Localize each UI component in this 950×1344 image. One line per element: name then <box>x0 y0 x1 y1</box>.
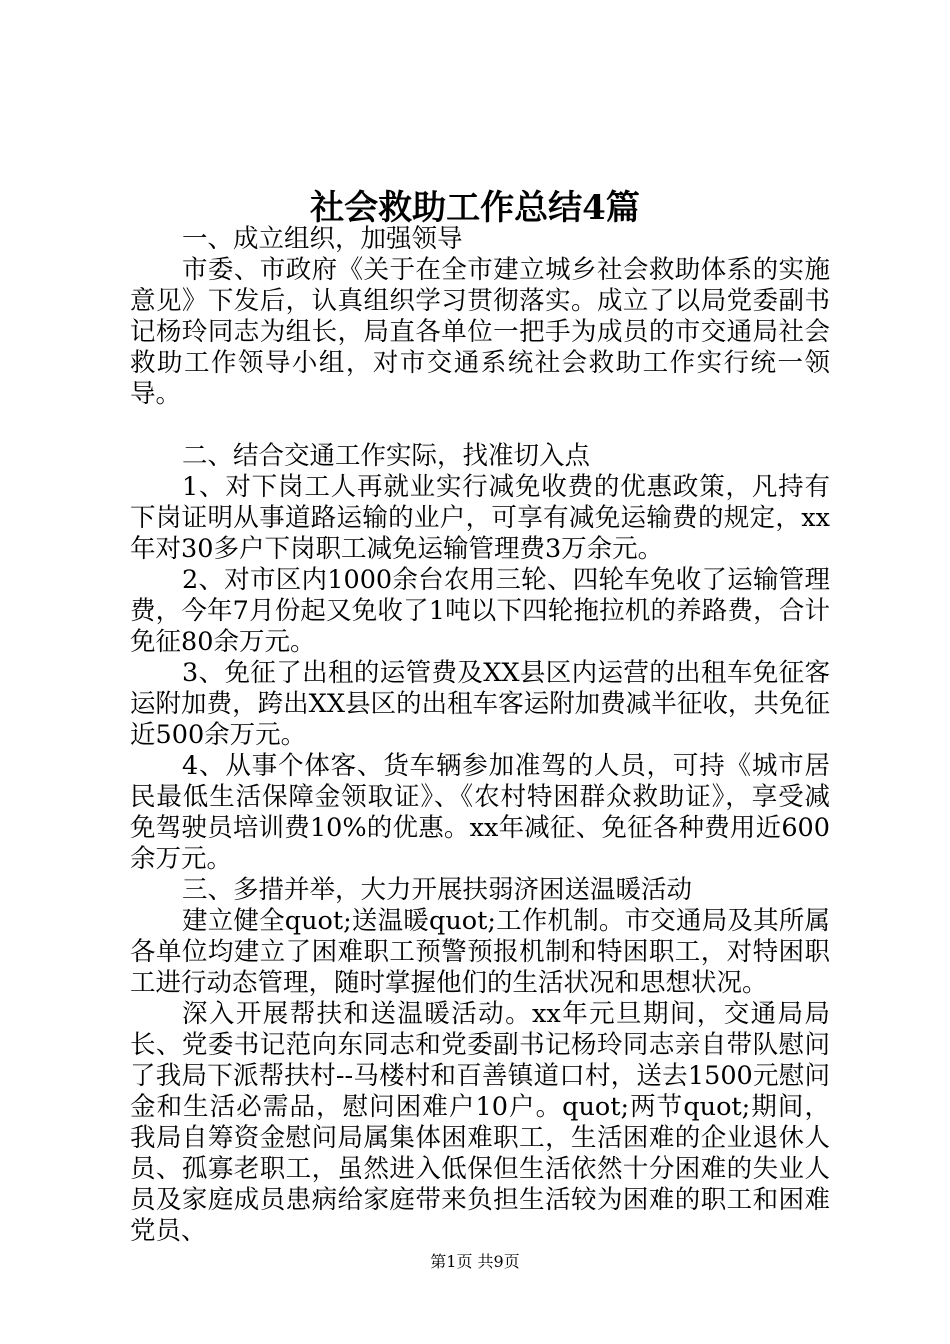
body-paragraph: 2、对市区内1000余台农用三轮、四轮车免收了运输管理费，今年7月份起又免收了1吨以下四轮拖拉机的养路费，合计免征80余万元。 <box>130 565 830 657</box>
document-title: 社会救助工作总结4篇 <box>310 188 640 228</box>
body-paragraph: 市委、市政府《关于在全市建立城乡社会救助体系的实施意见》下发后，认真组织学习贯彻落实。成立了以局党委副书记杨玲同志为组长，局直各单位一把手为成员的市交通局社会救助工作领导小组，对市交通系统社会救助工作实行统一领导。 <box>130 255 830 409</box>
section-heading-3: 三、多措并举，大力开展扶弱济困送温暖活动 <box>182 875 693 905</box>
body-paragraph: 建立健全quot;送温暖quot;工作机制。市交通局及其所属各单位均建立了困难职工预警预报机制和特困职工，对特困职工进行动态管理，随时掌握他们的生活状况和思想状况。 <box>130 906 830 998</box>
section-heading-1: 一、成立组织，加强领导 <box>182 224 463 254</box>
body-paragraph: 1、对下岗工人再就业实行减免收费的优惠政策，凡持有下岗证明从事道路运输的业户，可享有减免运输费的规定，xx年对30多户下岗职工减免运输管理费3万余元。 <box>130 472 830 564</box>
document-body <box>130 224 830 1247</box>
paragraph-gap <box>130 410 830 441</box>
body-paragraph: 3、免征了出租的运管费及XX县区内运营的出租车免征客运附加费，跨出XX县区的出租车客运附加费减半征收，共免征近500余万元。 <box>130 658 830 750</box>
body-paragraph: 深入开展帮扶和送温暖活动。xx年元旦期间，交通局局长、党委书记范向东同志和党委副书记杨玲同志亲自带队慰问了我局下派帮扶村--马楼村和百善镇道口村，送去1500元慰问金和生活必需品，慰问困难户10户。quot;两节quot;期间，我局自筹资金慰问局属集体困难职工，生活困难的企业退休人员、孤寡老职工，虽然进入低保但生活依然十分困难的失业人员及家庭成员患病给家庭带来负担生活较为困难的职工和困难党员、 <box>130 999 830 1246</box>
section-heading-2: 二、结合交通工作实际，找准切入点 <box>182 441 591 471</box>
body-paragraph: 4、从事个体客、货车辆参加准驾的人员，可持《城市居民最低生活保障金领取证》、《农村特困群众救助证》，享受减免驾驶员培训费10%的优惠。xx年减征、免征各种费用近600余万元。 <box>130 751 830 874</box>
page-footer: 第1页 共9页 <box>430 1252 520 1271</box>
